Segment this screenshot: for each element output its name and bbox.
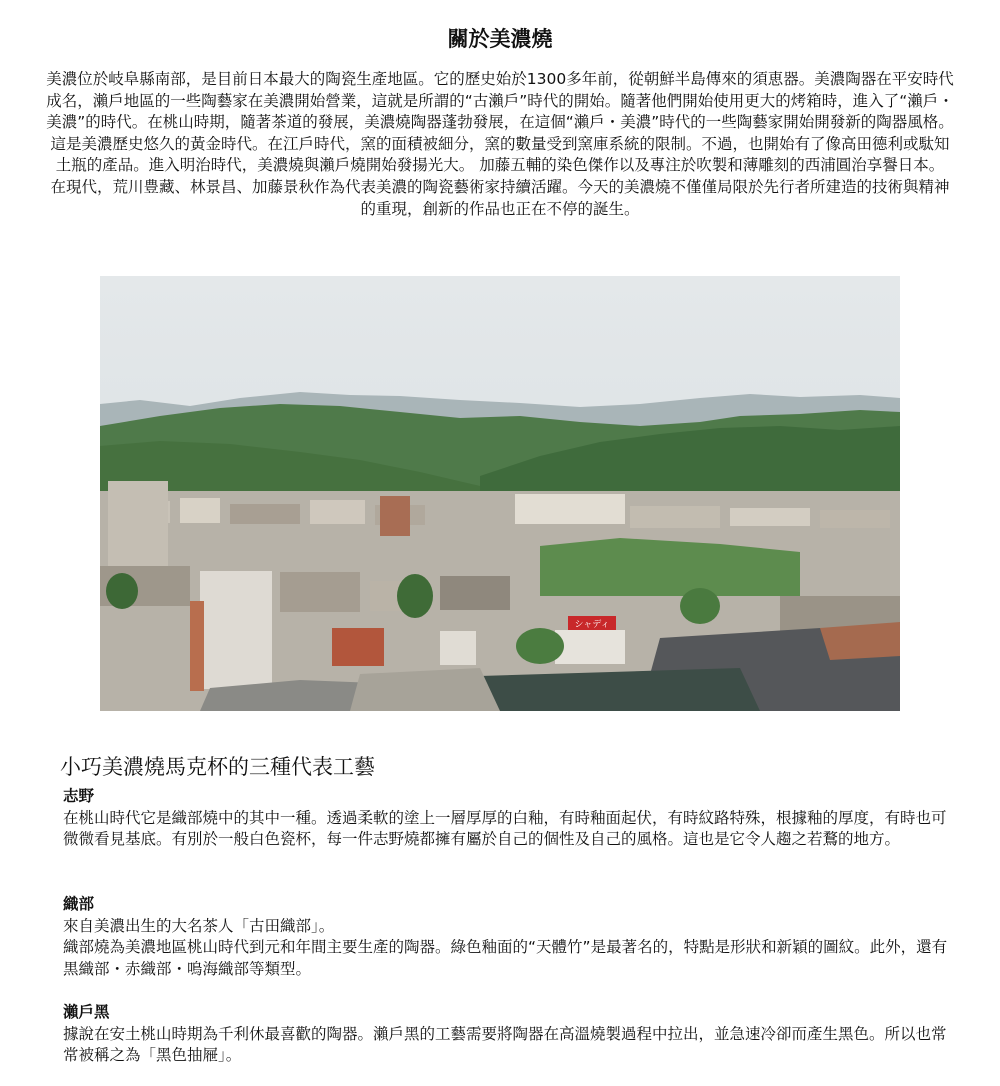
foreground-roof-tan xyxy=(350,668,500,711)
craft-description: 在桃山時代它是織部燒中的其中一種。透過柔軟的塗上一層厚厚的白釉，有時釉面起伏，有時紋路特殊，根據釉的厚度，有時也可微微看見基底。有別於一般白色瓷杯，每一件志野燒都擁有屬於自己的個性及自己的風格。這也是它令人趨之若鶩的地方。 xyxy=(63,808,947,849)
craft-name: 志野 xyxy=(63,787,95,805)
craft-name: 織部 xyxy=(63,895,95,913)
page-title: 關於美濃燒 xyxy=(447,27,553,51)
shop-building xyxy=(555,630,625,664)
shop-sign-text: シャディ xyxy=(574,620,610,630)
brick-building xyxy=(380,496,410,536)
craft-setoguro xyxy=(63,1002,953,1067)
brick-tower xyxy=(190,601,204,691)
white-building xyxy=(200,571,272,689)
craft-oribe xyxy=(63,894,953,980)
craft-description: 來自美濃出生的大名茶人「古田織部」。 織部燒為美濃地區桃山時代到元和年間主要生產的陶器。綠色釉面的“天體竹”是最著名的，特點是形狀和新穎的圖紋。此外，還有黒織部・赤織部・嗚海織部等類型。 xyxy=(63,916,948,978)
foreground-roof-brown xyxy=(820,622,900,660)
craft-name: 瀨戶黑 xyxy=(63,1003,110,1021)
small-white-building xyxy=(440,631,476,665)
landscape-illustration xyxy=(100,276,900,711)
town-landscape-photo xyxy=(100,276,900,711)
intro-paragraph: 美濃位於岐阜縣南部，是目前日本最大的陶瓷生產地區。它的歷史始於1300多年前，從朝鮮半島傳來的須恵器。美濃陶器在平安時代成名，瀨戶地區的一些陶藝家在美濃開始營業，這就是所謂的“古瀨戶”時代的開始。隨著他們開始使用更大的烤箱時，進入了“瀨戶・美濃”的時代。在桃山時期，隨著茶道的發展，美濃燒陶器蓬勃發展，在這個“瀨戶・美濃”時代的一些陶藝家開始開發新的陶器風格。這是美濃歷史悠久的黃金時代。在江戶時代，窯的面積被細分，窯的數量受到窯庫系統的限制。不過，也開始有了像高田德利或駄知土瓶的產品。進入明治時代，美濃燒與瀨戶燒開始發揚光大。 加藤五輔的染色傑作以及專注於吹製和薄雕刻的西浦圓治享譽日本。 在現代，荒川豊藏、林景昌、加藤景秋作為代表美濃的陶瓷藝術家持續活躍。今天的美濃燒不僅僅局限於先行者所建造的技術與精神的重現，創新的作品也正在不停的誕生。 xyxy=(46,70,954,218)
crafts-section-title: 小巧美濃燒馬克杯的三種代表工藝 xyxy=(60,755,375,779)
red-building xyxy=(332,628,384,666)
craft-shino xyxy=(63,786,953,851)
craft-description: 據說在安土桃山時期為千利休最喜歡的陶器。瀨戶黑的工藝需要將陶器在高溫燒製過程中拉出，並急速冷卻而產生黑色。所以也常常被稱之為「黑色抽屜」。 xyxy=(63,1024,947,1065)
apartment-building xyxy=(108,481,168,566)
